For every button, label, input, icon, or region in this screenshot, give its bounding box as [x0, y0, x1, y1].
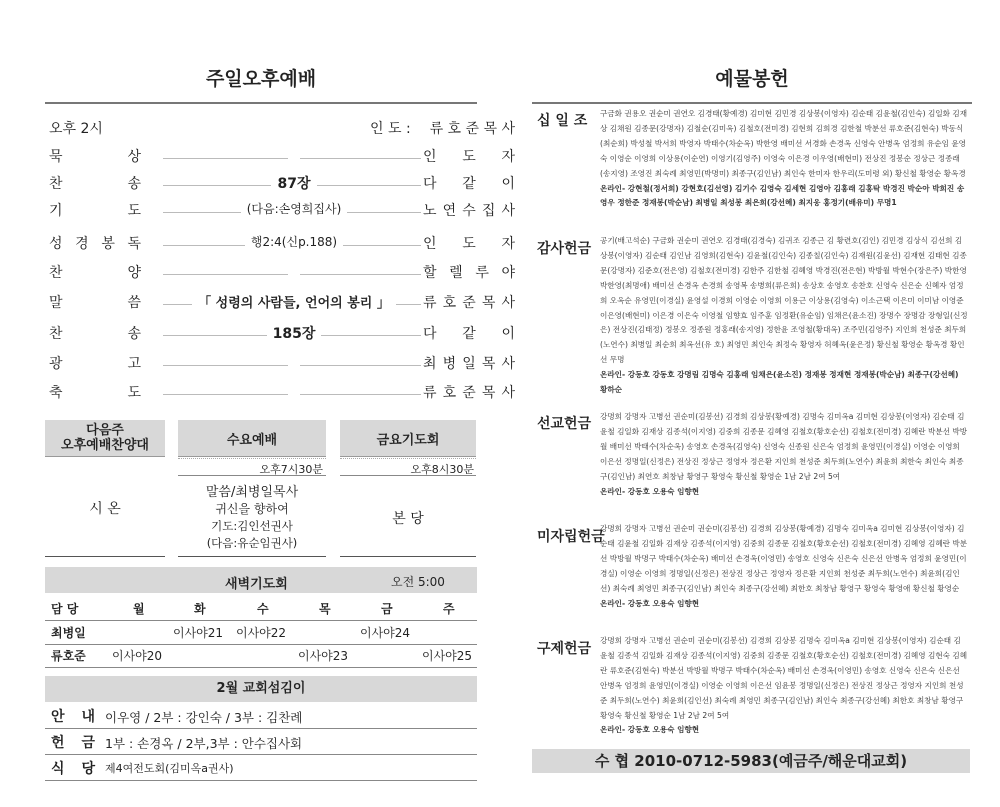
order-row: [45, 173, 515, 199]
dawn-col-wed: 수: [257, 602, 269, 616]
section-names: [600, 522, 968, 611]
donor-names: 구금화 권용오 권순미 권연오 김경태(황예경) 김미현 김민경 김상봉(이영자) 김순태 김윤철(김인숙) 김일화 김재상 김채원 김종문(강명자) 김철순(김미옥) 김철호(전미경) 김현희 김희경 김한철 박분선 류호준(김현숙) 박동식(최순희) 박성철 박서희 박영자 박태수(차순옥) 박한영 배미선 서경화 손경옥 신영숙 안병옥 엄정희 유순임 윤영숙 이영순 이영희 이상용(이순연) 이영기(김영주) 이영숙 이은경 이우영(배현미) 전상진 정봉순 정상근 정종래(송지영) 조영진 최숙례 최영민(박명미) 최종구(김인남) 최인숙 한미자 한우리(도미령 외) 황신철 황영순 황옥경: [600, 109, 968, 178]
leader-label: 인 도 :: [370, 121, 411, 137]
service-time: 오후 2시: [49, 121, 103, 137]
fri-prayer-head: 금요기도회: [340, 420, 476, 457]
worship-title: 주일오후예배: [205, 68, 317, 90]
donor-names: 강명희 강명자 고병선 권순미(김봉선) 김경희 김상봉(황예경) 김명숙 김미옥a 김미현 김상봉(이영자) 김순태 김윤철 김일화 김재상 김종석(이지영) 김중희 김종문 김혜영 김철호(황호순선) 김철호(전미경) 김혜란 박분선 박방월 배미선 박태수(차순옥) 송영호 손경옥(김영숙) 신영숙 신종원 신은숙 엄정희 윤영민(이경실) 이영순 이영희 이은선 정명일(신정은) 전상진 정상근 정영자 정은환 지인희 천성준 최두희(노연수) 최윤희 최한숙 최인숙 최종구(김인남) 최연호 최창남 황영구 황영숙 황신철 황영순 1남 2남 2여 5여: [600, 412, 968, 481]
order-label: 축 도: [49, 385, 141, 401]
section-names: [600, 634, 968, 738]
section-names: [600, 410, 968, 499]
wed-service-head: 수요예배: [178, 420, 326, 457]
online-donors: 온라인- 강동호 오용숙 임향현: [600, 486, 700, 496]
dawn-reading: 이사야25: [422, 649, 473, 663]
servers-row-usher: [45, 703, 477, 729]
section-label: 선교헌금: [537, 416, 592, 432]
order-leader: 인 도 자: [423, 236, 515, 252]
servers-key: 헌 금: [51, 735, 95, 751]
order-row: [45, 262, 515, 288]
wed-prayer: 기도:김인선권사: [211, 519, 293, 533]
divider: [340, 556, 476, 557]
donor-names: 공기(배고석순) 구금화 권순미 권연오 김경태(김경숙) 김귀조 김종근 김 황련호(김인) 김민경 김상식 김선희 김상봉(이영자) 김순태 김인남 김영희(김현숙) 김윤철(김인숙) 김종칠(김인숙) 김재원(김윤선) 김재현 김태현 김종문(강명자) 김준호(전은영) 김철호(전미경) 김한주 김한철 김혜영 박경진(전은현) 박방월 박현수(장은주) 박한영 박한영(최명애) 배미선 손경옥 손경희 송영복 송병희(류은희) 송상호 송영호 송찬호 신영숙 신은순 신혜자 엄정희 오옥순 유영민(이경실) 윤영설 이경희 이영순 이영희 이용근 이상용(김영숙) 이소근택 이은미 이미남 이영준 이은영(배현미) 이은경 이은숙 이영철 임향효 임주훈 임정환(유순임) 임채은(윤소진) 장명수 장명감 장형일(신정은) 전상진(김태정) 정봉오 정종원 정홍래(송지영) 정한윤 조영철(황대옥) 조주민(김영주) 지인희 천성준 최두희(노연수) 최병일 최순희 최옥선(유 호) 최영민 최인숙 최정숙 황영자 허혜옥(윤은정) 황신철 황영순 황옥경 황인선 무명: [600, 236, 968, 365]
order-row: [45, 292, 515, 318]
divider: [532, 102, 972, 104]
dawn-col-sun: 주: [443, 602, 455, 616]
order-mid-text: 87장: [271, 176, 316, 192]
online-donors: 온라인- 강동호 오용숙 임향현: [600, 725, 700, 735]
service-time-row: [45, 118, 515, 144]
servers-key: 안 내: [51, 709, 95, 725]
section-names: [600, 234, 968, 398]
order-mid-text: [288, 382, 300, 398]
section-label: 감사헌금: [537, 241, 592, 257]
order-mid-text: 185장: [267, 326, 322, 342]
dawn-col-owner: 담 당: [51, 602, 79, 616]
wed-sermon: 귀신을 향하여: [215, 502, 289, 516]
divider: [340, 458, 476, 459]
dawn-reading: 이사야21: [173, 626, 224, 640]
servers-value: 제4여전도회(김미옥a권사): [105, 762, 234, 775]
offering-title: 예물봉헌: [715, 68, 789, 90]
section-label: 미자립헌금: [537, 529, 605, 545]
order-leader: 노 연 수 집 사: [423, 203, 515, 219]
order-label: 묵 상: [49, 149, 141, 165]
order-mid: [165, 382, 423, 398]
order-row: [45, 233, 515, 259]
order-leader: 다 같 이: [423, 176, 515, 192]
order-label: 말 씀: [49, 295, 141, 311]
order-mid-text: 행2:4(신p.188): [245, 235, 343, 249]
dawn-col-mon: 월: [133, 602, 145, 616]
dawn-prayer-header: [45, 567, 477, 593]
order-leader: 류 호 준 목 사: [423, 295, 515, 311]
servers-row-offering: [45, 729, 477, 755]
section-label: 구제헌금: [537, 641, 592, 657]
dawn-owner: 최병일: [51, 626, 86, 640]
dawn-reading: 이사야23: [298, 649, 349, 663]
donor-names: 강명희 강명자 고병선 권순미 권순미(김봉선) 김경희 김상봉(황예경) 김명숙 김미옥a 김미현 김상봉(이영자) 김순태 김윤철 김일화 김재상 김종석(이지영) 김중희 김종문 김철호(황호순선) 김철호(전미경) 김혜영 김혜란 박분선 박방월 박명구 박태수(차순옥) 배미선 손경옥(이영민) 송영호 신영숙 신은숙 신은선 안병옥 엄정희 윤영민(이경실) 이영순 이영희 정명일(신정은) 전상진 정상근 정영자 정은환 지인희 천성준 최두희(노연수) 최윤희(김인선) 최숙례 최영민 최종구(김인남) 최인숙 최종구(강선혜) 최한호 최창남 황영구 황영숙 황영애 황신철 황영순: [600, 524, 968, 593]
dawn-row-2: [45, 647, 477, 668]
dawn-col-thu: 목: [319, 602, 331, 616]
wed-details: [178, 484, 326, 552]
order-row: [45, 353, 515, 379]
dawn-col-fri: 금: [381, 602, 393, 616]
divider: [340, 475, 476, 476]
leader-name: 류 호 준 목 사: [429, 121, 515, 137]
dawn-reading: 이사야24: [360, 626, 411, 640]
divider: [45, 556, 165, 557]
order-mid-text: (다음:손영희집사): [241, 202, 348, 216]
dawn-row-1: [45, 624, 477, 645]
dawn-col-tue: 화: [194, 602, 206, 616]
order-row: [45, 200, 515, 226]
order-mid-text: [288, 262, 300, 278]
order-row: [45, 382, 515, 408]
order-mid: [165, 353, 423, 369]
section-names: [600, 107, 968, 211]
section-label: 십 일 조: [537, 113, 588, 129]
dawn-reading: 이사야20: [112, 649, 163, 663]
order-label: 찬 양: [49, 265, 141, 281]
dawn-reading: 이사야22: [236, 626, 287, 640]
order-label: 성 경 봉 독: [49, 236, 141, 252]
order-leader: 인 도 자: [423, 149, 515, 165]
order-mid: [165, 323, 423, 343]
wed-speaker: 말씀/최병일목사: [205, 485, 299, 500]
wed-time: 오후7시30분: [259, 463, 323, 476]
servers-value: 1부 : 손경옥 / 2부,3부 : 안수집사회: [105, 736, 303, 751]
order-leader: 최 병 일 목 사: [423, 356, 515, 372]
divider: [178, 556, 326, 557]
donor-names: 강명희 강명자 고병선 권순미 권순미(김봉선) 김경희 김상봉 김명숙 김미옥a 김미현 김상봉(이영자) 김순태 김윤철 김종석 김일화 김재상 김종석(이지영) 김중희 김종문 김철호(황호순선) 김철호(전미경) 김혜영 김현숙 김혜란 류호준(김현숙) 박분선 박방월 박명구 박태수(차순옥) 배미선 손경옥(이영민) 송영호 신영숙 신은숙 신은선 안병옥 엄정희 윤영민(이경실) 이영순 이영희 이은선 임윤봉 정명일(신정은) 전상진 정상근 정영자 지인희 천성준 최두희(노연수) 최윤희(김인선) 최숙례 최영민 최종구(김인남) 최인숙 최종구(강선혜) 최한호 최창남 황영구 황영숙 황신철 황영순 1남 2남 2여 5여: [600, 636, 968, 720]
order-mid: [165, 146, 423, 162]
dawn-prayer-title: 새벽기도회: [225, 577, 288, 592]
order-mid-text: 「 성령의 사람들, 언어의 봉리 」: [192, 296, 396, 311]
next-choir-head: 다음주 오후예배찬양대: [45, 420, 165, 457]
order-mid: [165, 233, 423, 250]
fri-location: 본 당: [392, 511, 424, 527]
order-leader: 다 같 이: [423, 326, 515, 342]
bank-account: 수 협 2010-0712-5983(예금주/해운대교회): [532, 749, 970, 773]
order-mid-text: [288, 353, 300, 369]
dawn-cols-row: [45, 600, 477, 621]
servers-header: 2월 교회섬김이: [45, 676, 477, 702]
online-donors: 온라인- 강현철(정서희) 강현호(김선영) 김기수 김영숙 김세현 김영아 김홍래 김홍탁 박경진 박순아 박희진 송영우 정한준 정재봉(박순남) 최병일 최성봉 최은희(강선혜) 최지웅 홍정기(배유미) 무명1: [600, 183, 965, 208]
order-row: [45, 323, 515, 349]
servers-row-kitchen: [45, 755, 477, 781]
order-mid: [165, 200, 423, 217]
divider: [178, 458, 326, 459]
order-mid: [165, 173, 423, 193]
dawn-prayer-time: 오전 5:00: [391, 575, 445, 589]
fri-time: 오후8시30분: [410, 463, 474, 476]
order-mid: [165, 262, 423, 278]
dawn-owner: 류호준: [51, 649, 86, 663]
order-label: 기 도: [49, 203, 141, 219]
servers-value: 이우영 / 2부 : 강인숙 / 3부 : 김찬례: [105, 710, 303, 725]
wed-prayer-next: (다음:유순임권사): [206, 536, 298, 550]
servers-key: 식 당: [51, 761, 95, 777]
divider: [178, 475, 326, 476]
order-leader: 할 렐 루 야: [423, 265, 515, 281]
order-leader: 류 호 준 목 사: [423, 385, 515, 401]
order-label: 찬 송: [49, 176, 141, 192]
order-mid: [165, 292, 423, 311]
next-choir-name: 시 온: [89, 501, 121, 517]
order-label: 찬 송: [49, 326, 141, 342]
online-donors: 온라인- 강동호 강동호 강명림 김명숙 김홍래 임채은(윤소진) 정재봉 정재현 정재봉(박순남) 최종구(강선혜) 황하순: [600, 370, 959, 395]
order-row: [45, 146, 515, 172]
order-mid-text: [288, 146, 300, 162]
online-donors: 온라인- 강동호 오용숙 임향현: [600, 598, 700, 608]
divider: [45, 102, 477, 104]
order-label: 광 고: [49, 356, 141, 372]
